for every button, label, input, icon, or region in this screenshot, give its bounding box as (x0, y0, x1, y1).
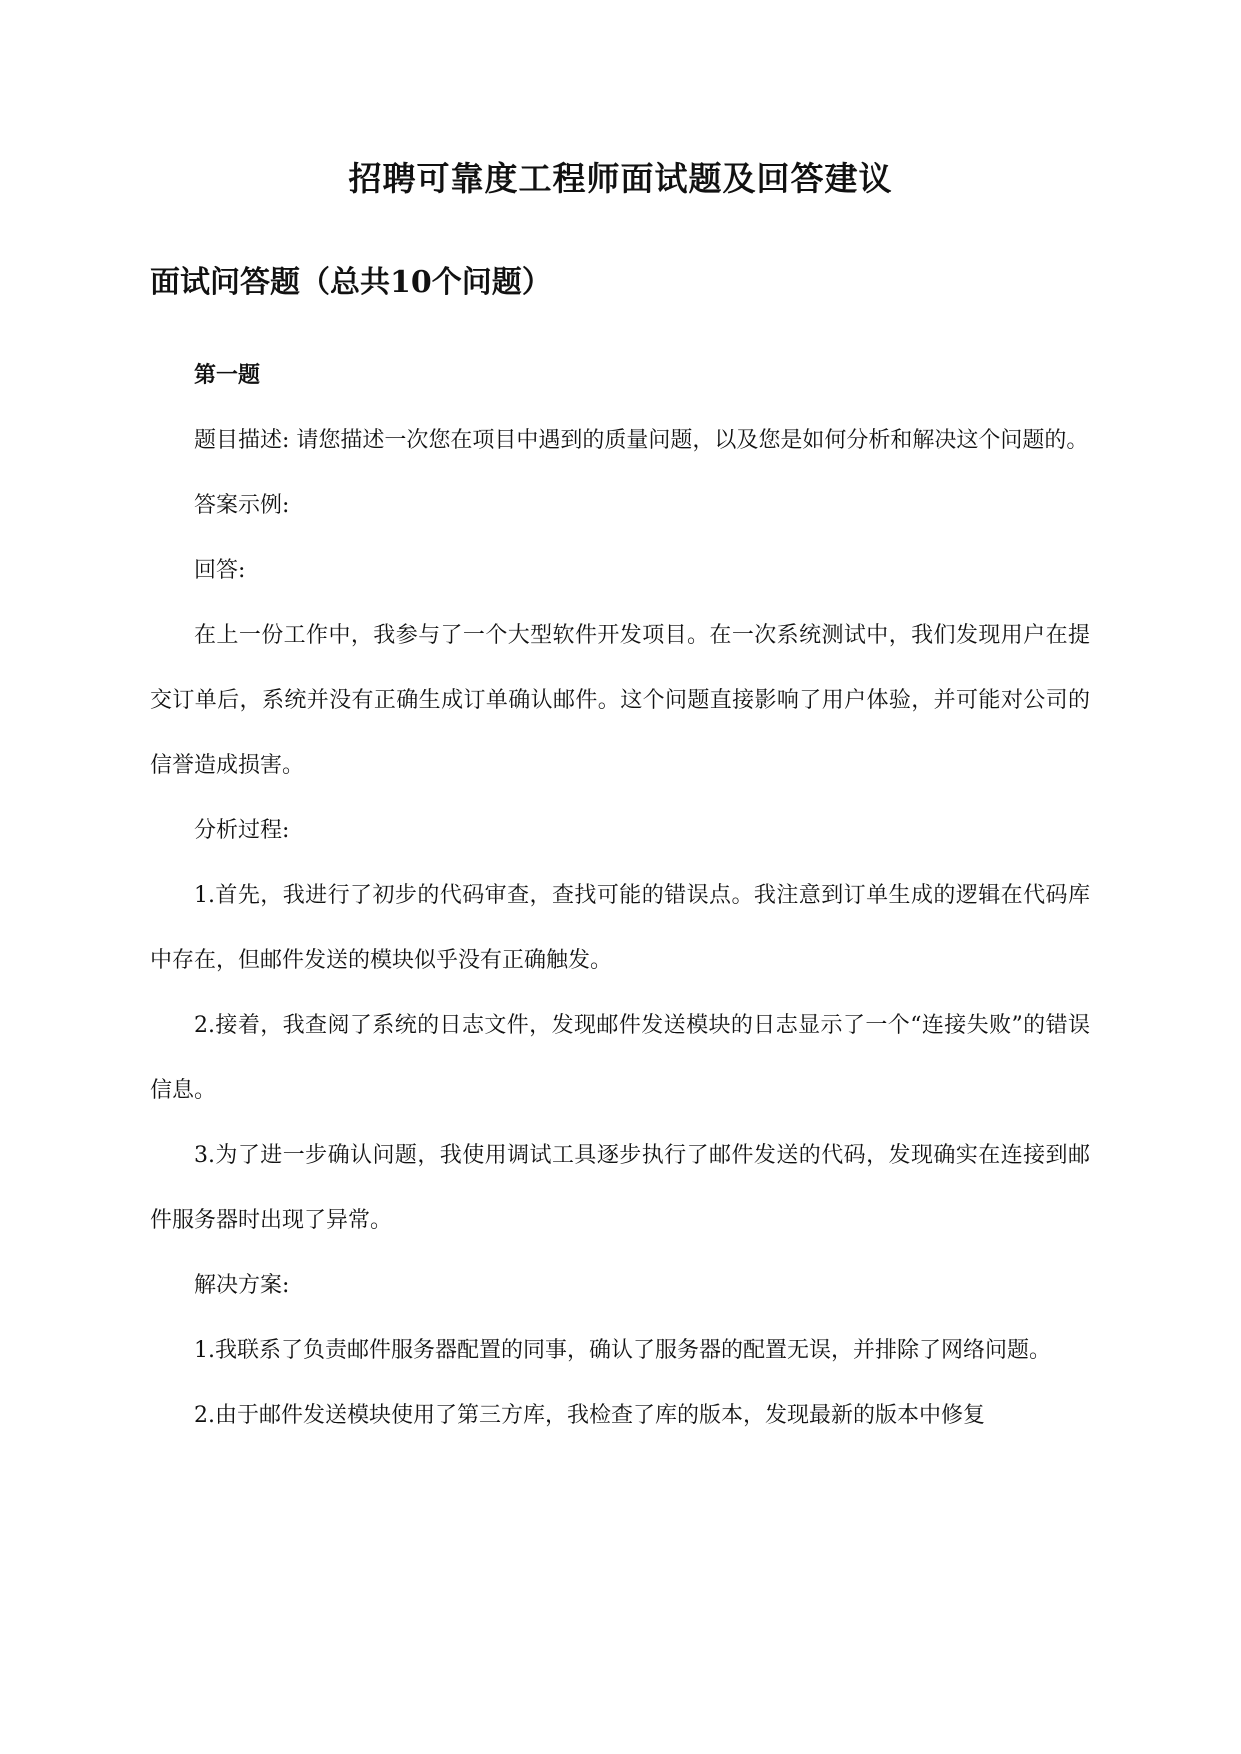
paragraph-analysis-step-3: 3.为了进一步确认问题，我使用调试工具逐步执行了邮件发送的代码，发现确实在连接到邮件服务器时出现了异常。 (150, 1143, 1090, 1233)
section-heading: 面试问答题（总共10个问题） (150, 265, 552, 300)
question-title: 第一题 (194, 362, 261, 388)
paragraph-analysis-label: 分析过程: (194, 818, 290, 843)
paragraph-solution-step-1: 1.我联系了负责邮件服务器配置的同事，确认了服务器的配置无误，并排除了网络问题。 (194, 1338, 1051, 1363)
paragraph-answer-label: 回答: (194, 558, 246, 583)
paragraph-analysis-step-1: 1.首先，我进行了初步的代码审查，查找可能的错误点。我注意到订单生成的逻辑在代码库中存在，但邮件发送的模块似乎没有正确触发。 (150, 883, 1090, 973)
document-title: 招聘可靠度工程师面试题及回答建议 (348, 159, 893, 198)
document-body (150, 343, 1090, 1448)
paragraph-answer-example-label: 答案示例: (194, 493, 290, 518)
paragraph-analysis-step-2: 2.接着，我查阅了系统的日志文件，发现邮件发送模块的日志显示了一个“连接失败”的错误信息。 (150, 1013, 1090, 1103)
paragraph-solution-label: 解决方案: (194, 1273, 290, 1298)
paragraph-background: 在上一份工作中，我参与了一个大型软件开发项目。在一次系统测试中，我们发现用户在提交订单后，系统并没有正确生成订单确认邮件。这个问题直接影响了用户体验，并可能对公司的信誉造成损害。 (150, 623, 1090, 778)
paragraph-question-description: 题目描述: 请您描述一次您在项目中遇到的质量问题，以及您是如何分析和解决这个问题的。 (194, 428, 1089, 453)
paragraph-solution-step-2: 2.由于邮件发送模块使用了第三方库，我检查了库的版本，发现最新的版本中修复 (194, 1403, 985, 1428)
